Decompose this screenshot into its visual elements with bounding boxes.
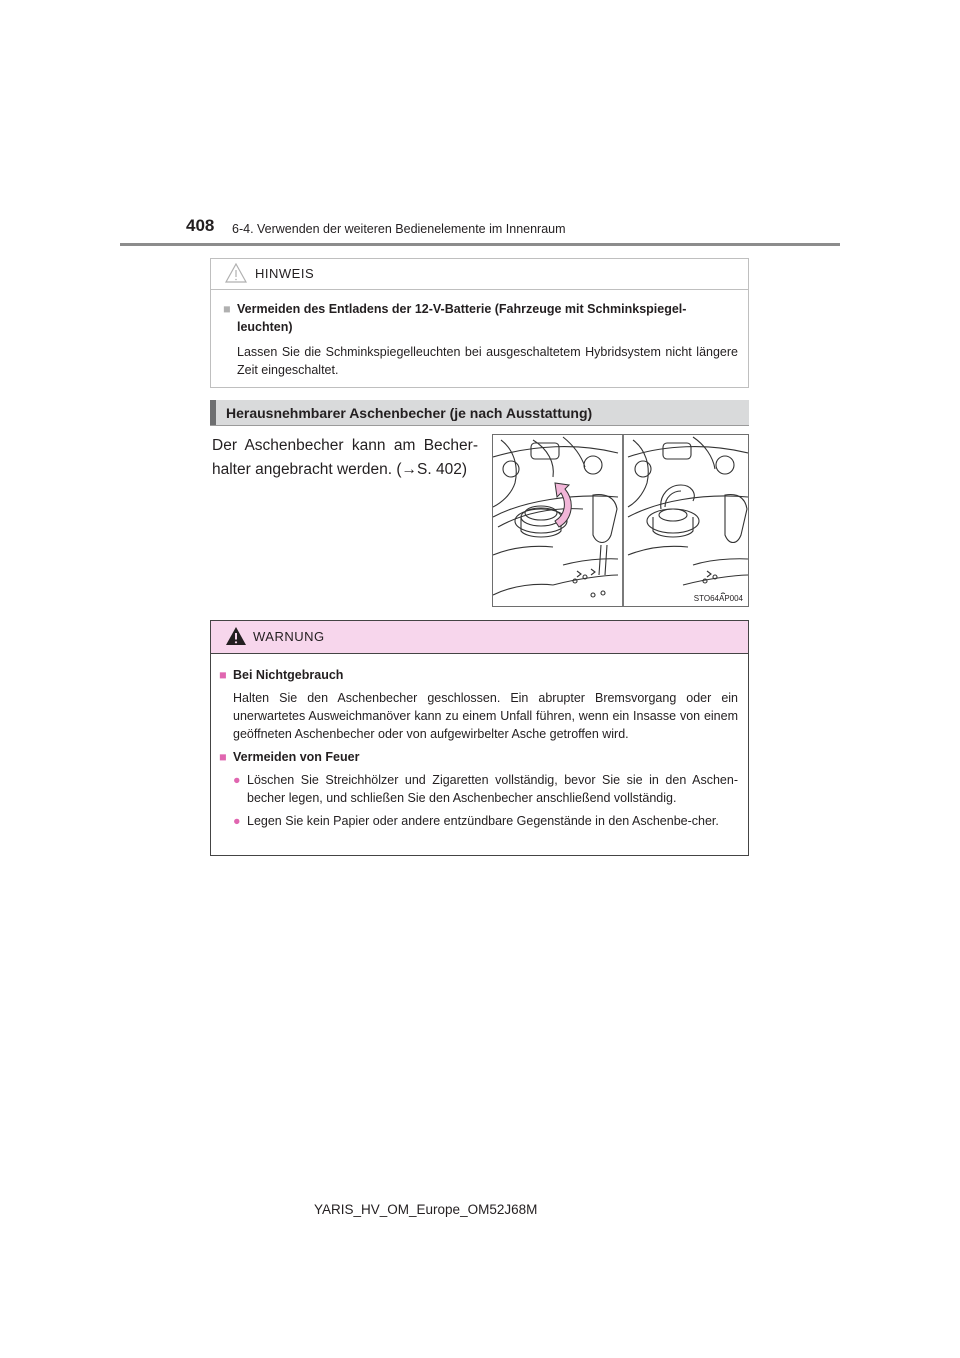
round-bullet-icon: ●: [233, 814, 241, 828]
square-bullet-icon: ■: [219, 750, 227, 764]
warning-item-2-title: [219, 748, 738, 766]
ashtray-drawing: [493, 435, 748, 606]
ashtray-illustration: [492, 434, 749, 607]
warning-bullet-2-text: Legen Sie kein Papier oder andere entzündbare Gegenstände in den Aschenbe-cher.: [247, 814, 719, 828]
section-heading-bar: [210, 400, 749, 426]
section-marker: [210, 400, 216, 425]
square-bullet-icon: ■: [223, 302, 231, 316]
warning-bullet-2: [233, 812, 738, 830]
notice-item-title: [223, 300, 738, 336]
page-number: 408: [186, 216, 215, 235]
footer-doc-id: YARIS_HV_OM_Europe_OM52J68M: [314, 1202, 538, 1217]
section-title: Herausnehmbarer Aschenbecher (je nach Ausstattung): [226, 405, 593, 421]
warning-body: [211, 654, 748, 830]
notice-item-title-text: Vermeiden des Entladens der 12-V-Batterie (Fahrzeuge mit Schminkspiegel-leuchten): [237, 302, 687, 334]
warning-bullet-1-text: Löschen Sie Streichhölzer und Zigaretten vollständig, bevor Sie sie in den Aschen-becher legen, und schließen Sie den Aschenbecher anschließend vollständig.: [247, 773, 738, 805]
lift-arrow-icon: [555, 483, 571, 527]
warning-bullet-1: [233, 771, 738, 807]
warning-item-1-title-text: Bei Nichtgebrauch: [233, 668, 344, 682]
caution-triangle-outline-icon: [225, 263, 247, 288]
warning-header: [211, 621, 748, 654]
header-rule: [120, 243, 840, 246]
warning-item-1-text: Halten Sie den Aschenbecher geschlossen. Ein abrupter Bremsvorgang oder ein unerwartetes Ausweichmanöver kann zu einem Unfall führen, wenn ein Insasse von einem geöffneten Aschenbecher oder von aufgewirbelter Asche getroffen wird.: [233, 691, 738, 741]
warning-item-1-title: [219, 666, 738, 684]
warning-box: [210, 620, 749, 856]
square-bullet-icon: ■: [219, 668, 227, 682]
notice-item-text: Lassen Sie die Schminkspiegelleuchten bei ausgeschaltetem Hybridsystem nicht längere Zeit eingeschaltet.: [237, 345, 738, 377]
notice-box: [210, 258, 749, 388]
notice-header: [211, 259, 748, 290]
warning-title: WARNUNG: [253, 629, 325, 644]
round-bullet-icon: ●: [233, 773, 241, 787]
section-body-text: Der Aschenbecher kann am Becher-halter angebracht werden. (→S. 402): [212, 437, 478, 478]
caution-triangle-filled-icon: [225, 626, 247, 651]
warning-item-2-title-text: Vermeiden von Feuer: [233, 750, 360, 764]
notice-body: [211, 290, 748, 379]
chapter-title: 6-4. Verwenden der weiteren Bedienelemente im Innenraum: [232, 222, 566, 236]
figure-code: STO64AP004: [693, 594, 743, 603]
notice-title: HINWEIS: [255, 266, 315, 281]
